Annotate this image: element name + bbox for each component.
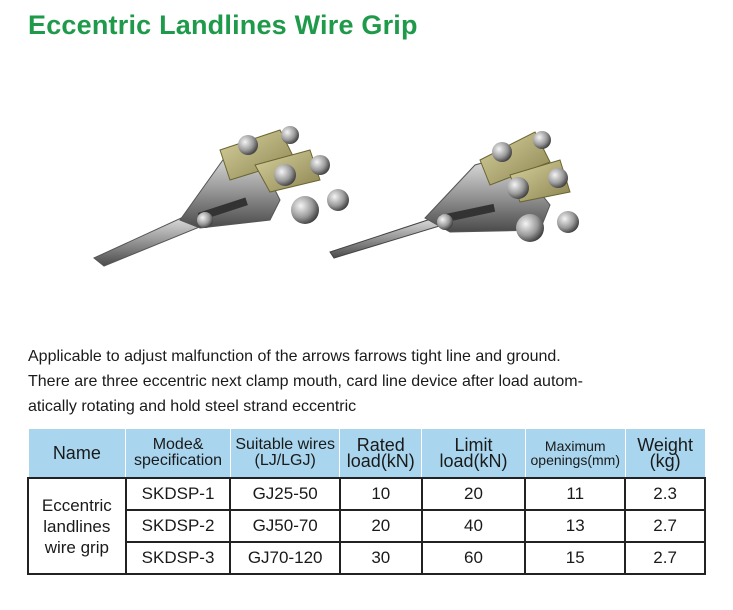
cell-weight: 2.7 [625,542,705,574]
cell-wires: GJ50-70 [230,510,339,542]
page-title: Eccentric Landlines Wire Grip [28,10,418,40]
wire-grip-photo [80,110,620,280]
header-name: Name [28,429,126,479]
table-row [28,510,705,542]
cell-wires: GJ70-120 [230,542,339,574]
header-model: Mode& specification [126,429,231,479]
cell-weight: 2.3 [625,478,705,510]
cell-rated: 30 [340,542,422,574]
table-row [28,542,705,574]
cell-limit: 60 [422,542,526,574]
header-suitable-wires: Suitable wires (LJ/LGJ) [230,429,339,479]
specification-table [27,428,706,575]
cell-model: SKDSP-2 [126,510,231,542]
wire-grip-left [94,126,349,266]
header-limit-load: Limit load(kN) [422,429,526,479]
product-description [28,344,718,419]
cell-wires: GJ25-50 [230,478,339,510]
table-row [28,478,705,510]
description-line: Applicable to adjust malfunction of the arrows farrows tight line and ground. [28,348,561,365]
cell-opening: 11 [525,478,625,510]
header-max-opening: Maximum openings(mm) [525,429,625,479]
cell-limit: 40 [422,510,526,542]
description-line: There are three eccentric next clamp mouth, card line device after load autom- [28,373,583,390]
wire-grip-right [330,131,579,258]
cell-rated: 20 [340,510,422,542]
cell-model: SKDSP-1 [126,478,231,510]
cell-opening: 13 [525,510,625,542]
table-header-row [28,429,705,479]
product-name-cell: Eccentric landlines wire grip [28,478,126,574]
cell-weight: 2.7 [625,510,705,542]
cell-limit: 20 [422,478,526,510]
header-rated-load: Rated load(kN) [340,429,422,479]
cell-rated: 10 [340,478,422,510]
cell-opening: 15 [525,542,625,574]
header-weight: Weight (kg) [625,429,705,479]
description-line: atically rotating and hold steel strand eccentric [28,398,357,415]
cell-model: SKDSP-3 [126,542,231,574]
